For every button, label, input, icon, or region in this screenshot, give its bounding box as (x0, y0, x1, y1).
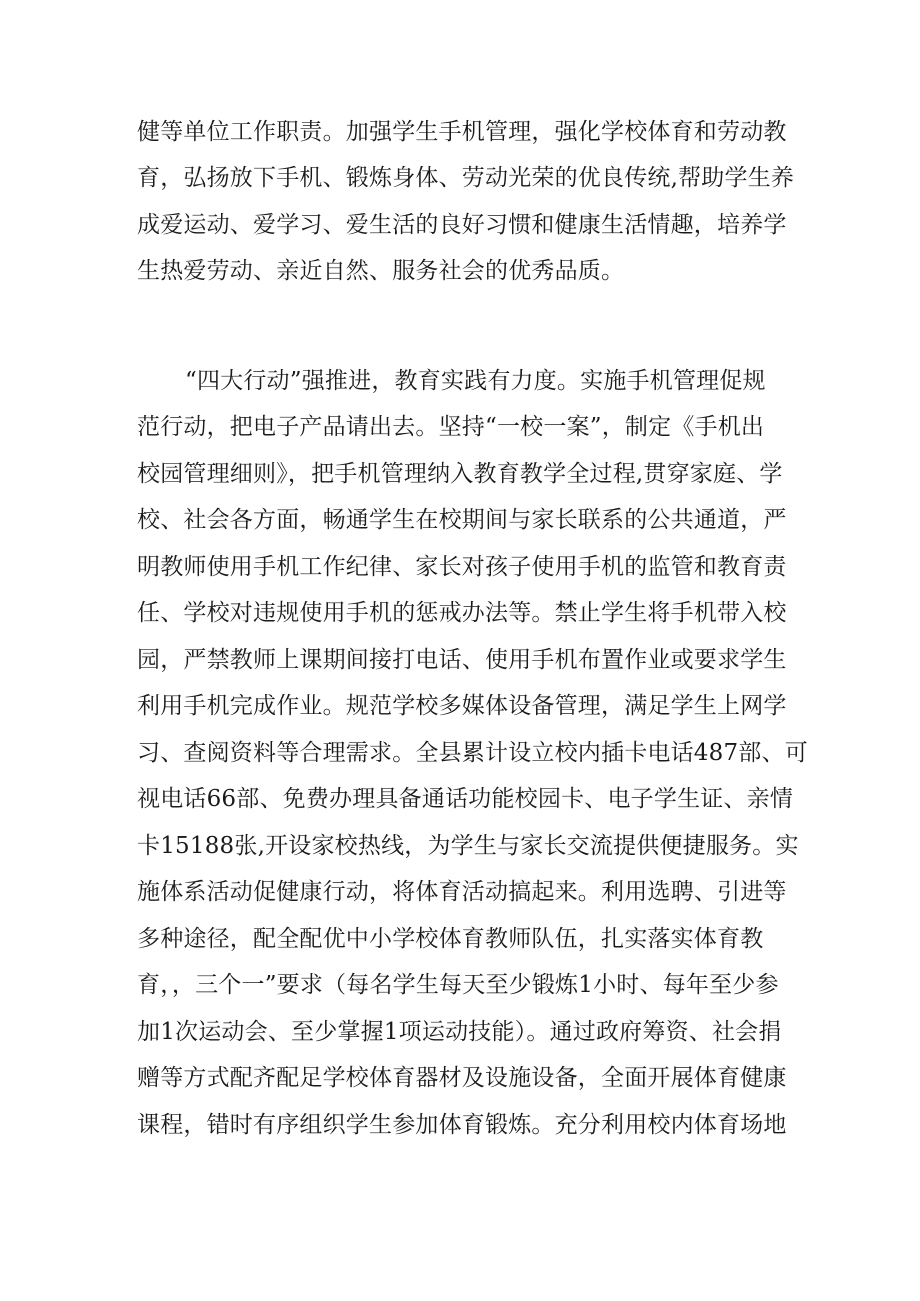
text-line: 赠等方式配齐配足学校体育器材及设施设备，全面开展体育健康 (137, 1065, 787, 1091)
text-line: 课程，错时有序组织学生参加体育锻炼。充分利用校内体育场地 (137, 1112, 787, 1138)
text-line: 范行动，把电子产品请出去。坚持“一校一案”，制定《手机出 (137, 414, 765, 440)
text-line: 加1次运动会、至少掌握1项运动技能）。通过政府筹资、社会捐 (137, 1019, 782, 1045)
text-line: 健等单位工作职责。加强学生手机管理，强化学校体育和劳动教 (137, 119, 787, 145)
text-line: 任、学校对违规使用手机的惩戒办法等。禁止学生将手机带入校 (137, 600, 787, 626)
text-line: 习、查阅资料等合理需求。全县累计设立校内插卡电话487部、可 (137, 740, 808, 766)
text-line: 育，，三个一”要求（每名学生每天至少锻炼1小时、每年至少参 (137, 972, 779, 998)
text-line: 视电话66部、免费办理具备通话功能校园卡、电子学生证、亲情 (137, 786, 794, 812)
text-line: 成爱运动、爱学习、爱生活的良好习惯和健康生活情趣，培养学 (137, 212, 787, 238)
text-line: 明教师使用手机工作纪律、家长对孩子使用手机的监管和教育责 (137, 554, 787, 580)
text-line: 校园管理细则》，把手机管理纳入教育教学全过程,贯穿家庭、学 (137, 461, 783, 487)
text-line: 育，弘扬放下手机、锻炼身体、劳动光荣的优良传统,帮助学生养 (137, 165, 795, 191)
text-line: 校、社会各方面，畅通学生在校期间与家长联系的公共通道，严 (137, 507, 787, 533)
text-line: 利用手机完成作业。规范学校多媒体设备管理，满足学生上网学 (137, 693, 787, 719)
text-line: 生热爱劳动、亲近自然、服务社会的优秀品质。 (137, 258, 625, 284)
text-line: 卡15188张,开设家校热线，为学生与家长交流提供便捷服务。实 (137, 833, 799, 859)
text-line: 施体系活动促健康行动，将体育活动搞起来。利用选聘、引进等 (137, 879, 787, 905)
text-line: “四大行动”强推进，教育实践有力度。实施手机管理促规 (185, 368, 766, 394)
text-line: 园，严禁教师上课期间接打电话、使用手机布置作业或要求学生 (137, 647, 787, 673)
text-line: 多种途径，配全配优中小学校体育教师队伍，扎实落实体育教 (137, 926, 764, 952)
